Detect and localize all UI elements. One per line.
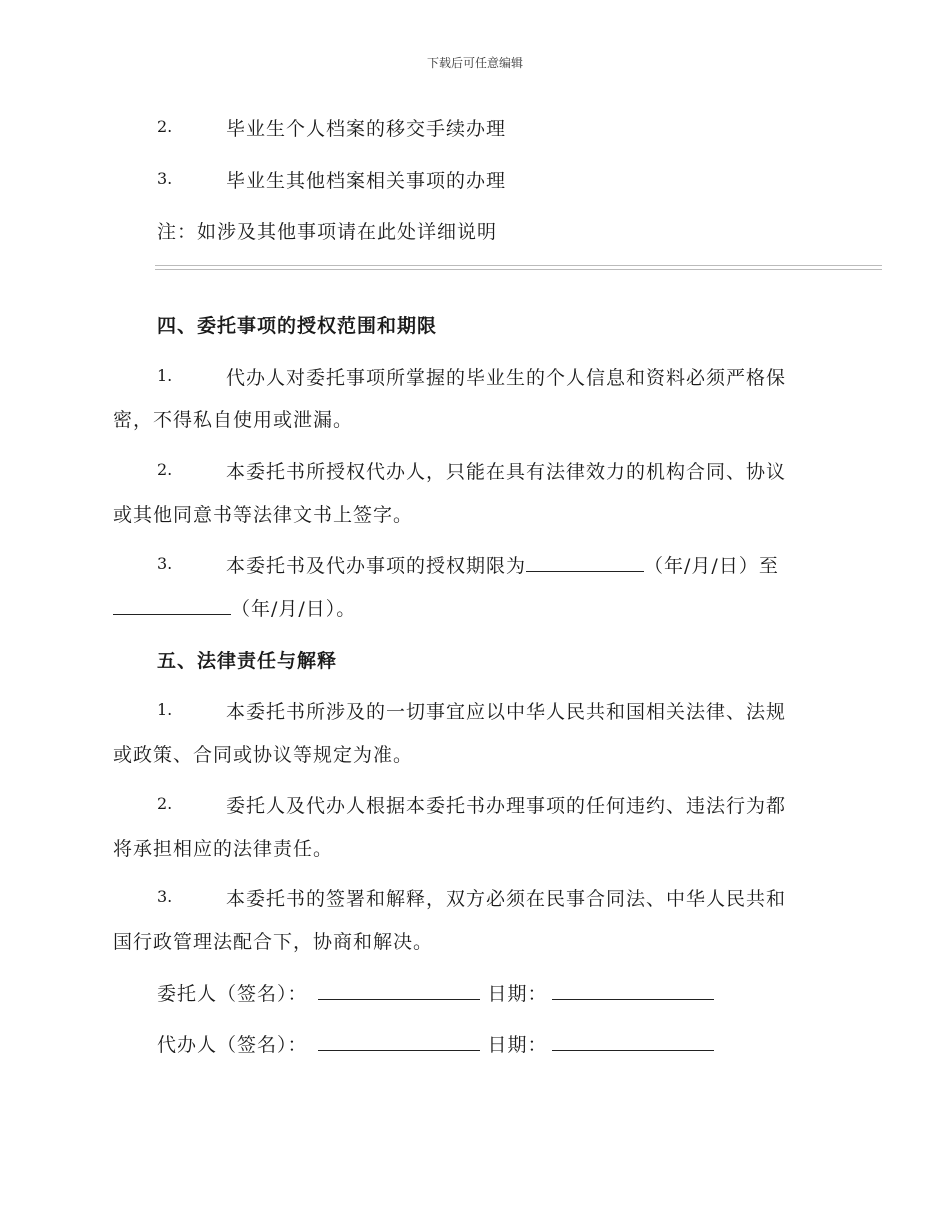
note-text: 注：如涉及其他事项请在此处详细说明 xyxy=(157,221,498,243)
list-item-number: 2. xyxy=(157,117,173,136)
end-date-blank[interactable] xyxy=(113,596,231,615)
list-item-number: 3. xyxy=(157,554,173,573)
paragraph-line: 将承担相应的法律责任。 xyxy=(113,838,334,860)
paragraph-line: 本委托书的签署和解释，双方必须在民事合同法、中华人民共和 xyxy=(226,888,787,910)
period-label: 本委托书及代办事项的授权期限为 xyxy=(226,555,527,577)
date-format-label: （年/月/日）。 xyxy=(231,598,357,620)
paragraph-line: 本委托书所涉及的一切事宜应以中华人民共和国相关法律、法规 xyxy=(226,701,787,723)
paragraph-line xyxy=(226,551,779,578)
date-blank[interactable] xyxy=(552,1032,714,1051)
list-item-number: 3. xyxy=(157,169,173,188)
page-header: 下载后可任意编辑 xyxy=(426,56,523,70)
signature-label: 代办人（签名）： xyxy=(157,1034,308,1056)
signature-row-principal xyxy=(157,979,714,1006)
paragraph-line: 委托人及代办人根据本委托书办理事项的任何违约、违法行为都 xyxy=(226,795,787,817)
date-label: 日期： xyxy=(487,983,548,1005)
signature-blank[interactable] xyxy=(318,981,480,1000)
list-item-number: 2. xyxy=(157,794,173,813)
start-date-blank[interactable] xyxy=(526,553,644,572)
list-item-number: 3. xyxy=(157,887,173,906)
paragraph-line: 或其他同意书等法律文书上签字。 xyxy=(113,504,414,526)
paragraph-line: 或政策、合同或协议等规定为准。 xyxy=(113,744,414,766)
date-label: 日期： xyxy=(487,1034,548,1056)
section-heading: 四、委托事项的授权范围和期限 xyxy=(157,315,438,337)
divider xyxy=(155,269,882,270)
list-item-text: 毕业生个人档案的移交手续办理 xyxy=(226,118,507,140)
list-item-text: 毕业生其他档案相关事项的办理 xyxy=(226,170,507,192)
list-item-number: 1. xyxy=(157,700,173,719)
list-item-number: 2. xyxy=(157,460,173,479)
paragraph-line: 代办人对委托事项所掌握的毕业生的个人信息和资料必须严格保 xyxy=(226,367,787,389)
signature-blank[interactable] xyxy=(318,1032,480,1051)
signature-row-agent xyxy=(157,1030,714,1057)
date-format-label: （年/月/日）至 xyxy=(644,555,779,577)
paragraph-line: 本委托书所授权代办人，只能在具有法律效力的机构合同、协议 xyxy=(226,461,787,483)
date-blank[interactable] xyxy=(552,981,714,1000)
divider xyxy=(155,265,882,266)
paragraph-line xyxy=(113,594,356,621)
list-item-number: 1. xyxy=(157,366,173,385)
signature-label: 委托人（签名）： xyxy=(157,983,308,1005)
paragraph-line: 密，不得私自使用或泄漏。 xyxy=(113,409,354,431)
section-heading: 五、法律责任与解释 xyxy=(157,650,338,672)
paragraph-line: 国行政管理法配合下，协商和解决。 xyxy=(113,931,434,953)
